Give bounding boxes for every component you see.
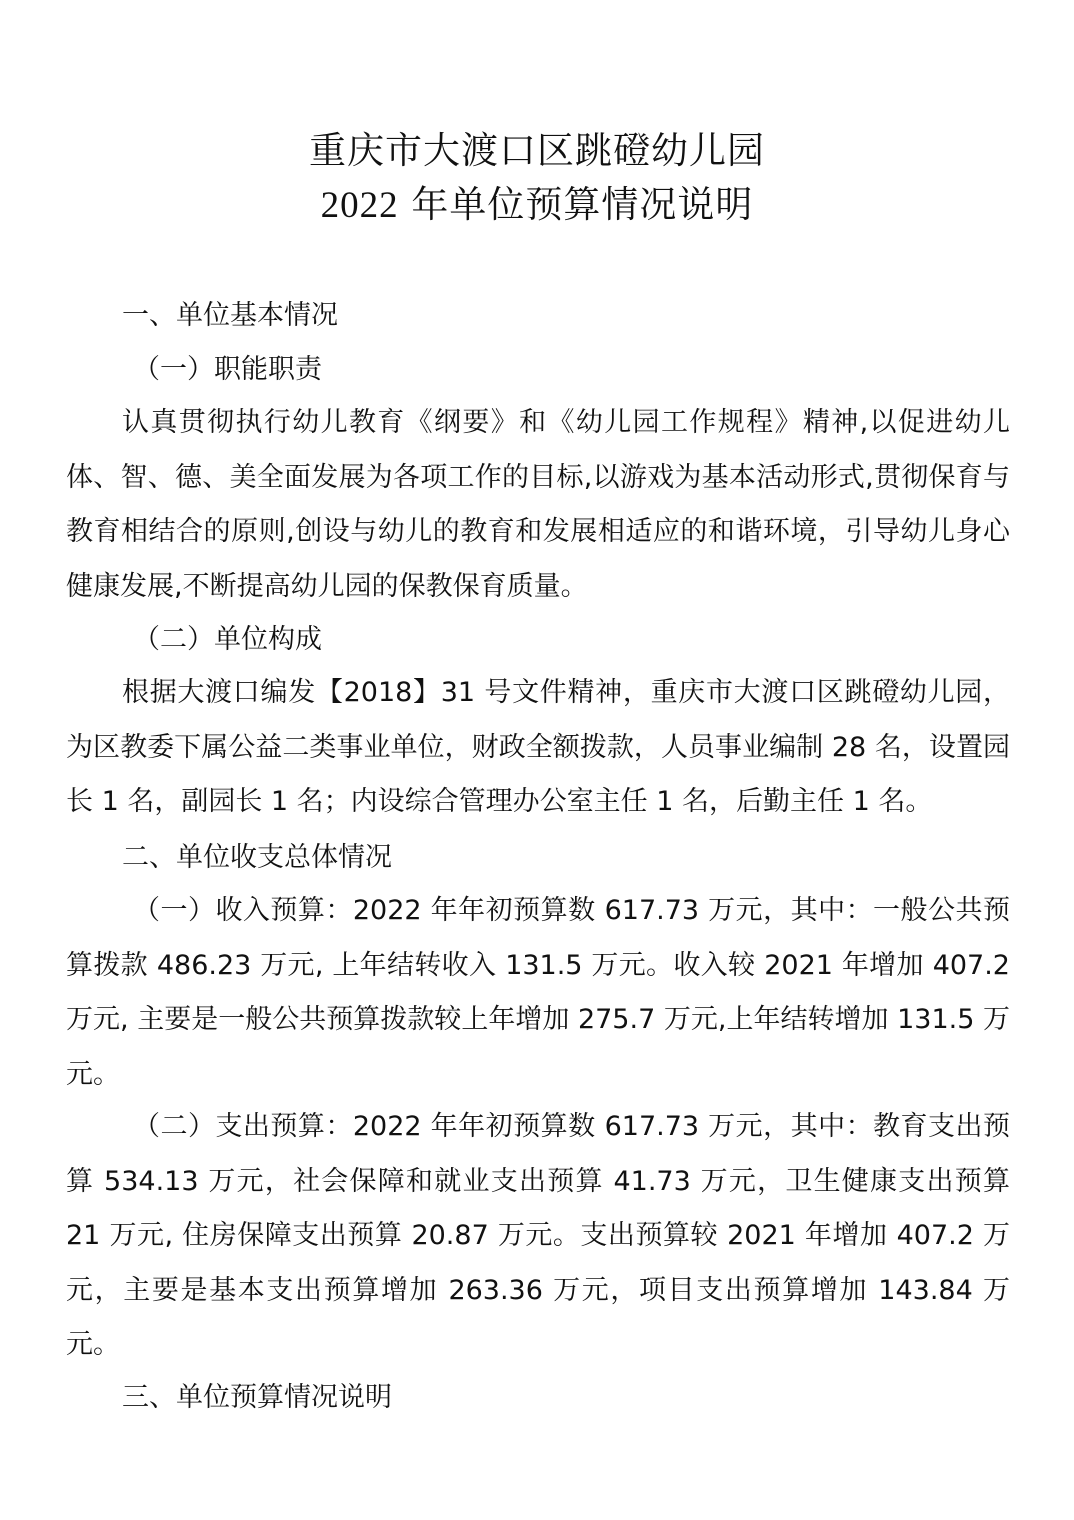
section-1-paragraph-composition: 根据大渡口编发【2018】31 号文件精神，重庆市大渡口区跳磴幼儿园，为区教委下属公益二类事业单位，财政全额拨款，人员事业编制 28 名，设置园长 1 名，副园长 1 名；内设综合管理办公室主任 1 名，后勤主任 1 名。 — [66, 677, 1010, 817]
section-2-paragraph-income: （一）收入预算：2022 年年初预算数 617.73 万元，其中：一般公共预算拨款 486.23 万元, 上年结转收入 131.5 万元。收入较 2021 年增加 407.2 万元, 主要是一般公共预算拨款较上年增加 275.7 万元,上年结转增加 131.5 万元。 — [66, 895, 1010, 1090]
document-title-line2 — [0, 180, 1074, 231]
section-1-paragraph-duties: 认真贯彻执行幼儿教育《纲要》和《幼儿园工作规程》精神,以促进幼儿体、智、德、美全面发展为各项工作的目标,以游戏为基本活动形式,贯彻保育与教育相结合的原则,创设与幼儿的教育和发展相适应的和谐环境，引导幼儿身心健康发展,不断提高幼儿园的保教保育质量。 — [66, 407, 1010, 602]
section-2-paragraph-expenditure: （二）支出预算：2022 年年初预算数 617.73 万元，其中：教育支出预算 534.13 万元，社会保障和就业支出预算 41.73 万元，卫生健康支出预算 21 万元, 住房保障支出预算 20.87 万元。支出预算较 2021 年增加 407.2 万元，主要是基本支出预算增加 263.36 万元，项目支出预算增加 143.84 万元。 — [66, 1111, 1010, 1360]
title-year: 2022 — [320, 185, 399, 226]
section-2-heading: 二、单位收支总体情况 — [122, 842, 392, 873]
section-1-subheading-composition: （二）单位构成 — [133, 624, 322, 655]
section-1-heading: 一、单位基本情况 — [122, 300, 338, 331]
section-1-subheading-duties: （一）职能职责 — [133, 354, 322, 385]
section-3-heading: 三、单位预算情况说明 — [122, 1382, 392, 1413]
title-rest: 年单位预算情况说明 — [398, 183, 754, 226]
document-title-line1: 重庆市大渡口区跳磴幼儿园 — [309, 129, 765, 172]
